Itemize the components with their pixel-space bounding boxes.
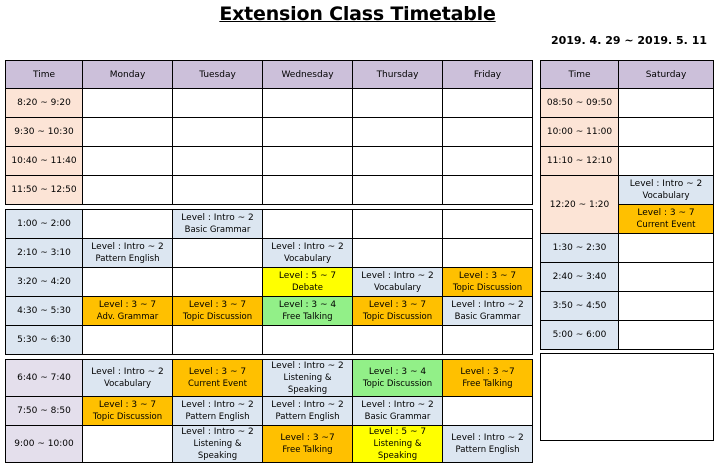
time-slot: 9:00 ~ 10:00 [6, 426, 83, 463]
class-subject: Pattern English [455, 445, 520, 455]
class-level: Level : Intro ~ 2 [181, 400, 254, 410]
class-cell [353, 176, 443, 205]
class-cell [173, 426, 263, 463]
class-cell [83, 176, 173, 205]
class-level: Level : Intro ~ 2 [271, 242, 344, 252]
table-row [541, 263, 714, 292]
class-level: Level : 3 ~7 [280, 433, 335, 443]
class-level: Level : Intro ~ 2 [361, 271, 434, 281]
class-level: Level : 3 ~ 4 [278, 300, 337, 310]
class-cell [173, 239, 263, 268]
class-cell [619, 292, 714, 321]
class-cell [443, 118, 533, 147]
class-level: Level : 3 ~ 7 [98, 300, 157, 310]
time-slot: 08:50 ~ 09:50 [541, 89, 619, 118]
class-subject: Listening & Speaking [283, 373, 332, 395]
time-slot: 11:50 ~ 12:50 [6, 176, 83, 205]
class-cell [263, 426, 353, 463]
class-subject: Vocabulary [103, 379, 152, 389]
class-cell [83, 239, 173, 268]
class-cell [263, 268, 353, 297]
class-cell [263, 239, 353, 268]
class-cell [619, 147, 714, 176]
time-slot: 1:30 ~ 2:30 [541, 234, 619, 263]
class-cell [443, 147, 533, 176]
table-row [541, 147, 714, 176]
empty-cell [541, 354, 714, 441]
class-cell [443, 326, 533, 355]
class-cell [443, 268, 533, 297]
table-row [6, 297, 533, 326]
class-subject: Topic Discussion [362, 312, 433, 322]
class-cell [263, 89, 353, 118]
class-level: Level : Intro ~ 2 [181, 213, 254, 223]
class-level: Level : 5 ~ 7 [278, 271, 337, 281]
class-cell [443, 360, 533, 397]
date-range: 2019. 4. 29 ~ 2019. 5. 11 [550, 34, 707, 47]
class-level: Level : 3 ~ 7 [637, 208, 695, 218]
class-level: Level : Intro ~ 2 [629, 179, 703, 189]
class-level: Level : 3 ~ 7 [458, 271, 517, 281]
class-cell [173, 268, 263, 297]
table-row [6, 426, 533, 463]
table-row [6, 176, 533, 205]
weekday-timetable [5, 60, 533, 463]
empty-evening-box [541, 354, 714, 441]
class-cell [443, 397, 533, 426]
class-cell [443, 176, 533, 205]
class-cell [353, 397, 443, 426]
table-row [541, 176, 714, 205]
table-row [6, 239, 533, 268]
class-cell [443, 89, 533, 118]
page-title: Extension Class Timetable [219, 3, 496, 25]
header-time: Time [6, 61, 83, 89]
class-level: Level : Intro ~ 2 [361, 400, 434, 410]
table-row [541, 89, 714, 118]
class-subject: Pattern English [275, 412, 340, 422]
time-slot: 5:30 ~ 6:30 [6, 326, 83, 355]
class-level: Level : 3 ~7 [460, 367, 515, 377]
table-row [6, 397, 533, 426]
class-cell [353, 297, 443, 326]
header-friday: Friday [443, 61, 533, 89]
class-level: Level : 3 ~ 7 [188, 367, 247, 377]
class-subject: Basic Grammar [364, 412, 431, 422]
class-level: Level : Intro ~ 2 [271, 361, 344, 371]
time-slot: 4:30 ~ 5:30 [6, 297, 83, 326]
header-monday: Monday [83, 61, 173, 89]
class-level: Level : 5 ~ 7 [368, 427, 427, 437]
table-row [6, 326, 533, 355]
class-cell [619, 89, 714, 118]
class-level: Level : 3 ~ 7 [98, 400, 157, 410]
class-cell [619, 118, 714, 147]
class-cell [173, 297, 263, 326]
class-subject: Basic Grammar [184, 225, 251, 235]
time-slot: 11:10 ~ 12:10 [541, 147, 619, 176]
class-cell [173, 89, 263, 118]
class-cell [173, 210, 263, 239]
class-subject: Vocabulary [283, 254, 332, 264]
class-cell [353, 360, 443, 397]
class-subject: Pattern English [185, 412, 250, 422]
class-cell [173, 397, 263, 426]
table-row [6, 89, 533, 118]
class-cell [263, 118, 353, 147]
class-cell [353, 268, 443, 297]
class-level: Level : 3 ~ 4 [368, 367, 427, 377]
time-slot: 7:50 ~ 8:50 [6, 397, 83, 426]
table-row [541, 118, 714, 147]
table-row [6, 268, 533, 297]
class-cell [353, 147, 443, 176]
class-subject: Topic Discussion [452, 283, 523, 293]
class-cell [263, 147, 353, 176]
class-cell [173, 176, 263, 205]
time-slot: 9:30 ~ 10:30 [6, 118, 83, 147]
time-slot: 1:00 ~ 2:00 [6, 210, 83, 239]
time-slot: 2:10 ~ 3:10 [6, 239, 83, 268]
class-cell [263, 397, 353, 426]
class-level: Level : 3 ~ 7 [368, 300, 427, 310]
class-cell [353, 118, 443, 147]
time-slot: 5:00 ~ 6:00 [541, 321, 619, 350]
class-cell [619, 205, 714, 234]
class-cell [353, 210, 443, 239]
class-cell [619, 321, 714, 350]
class-subject: Free Talking [282, 312, 333, 322]
class-level: Level : 3 ~ 7 [188, 300, 247, 310]
class-level: Level : Intro ~ 2 [271, 400, 344, 410]
class-subject: Adv. Grammar [96, 312, 159, 322]
class-subject: Topic Discussion [362, 379, 433, 389]
table-row [541, 234, 714, 263]
class-subject: Current Event [188, 379, 247, 389]
class-subject: Debate [292, 283, 323, 293]
class-subject: Topic Discussion [182, 312, 253, 322]
header-wednesday: Wednesday [263, 61, 353, 89]
class-subject: Pattern English [95, 254, 160, 264]
class-cell [263, 360, 353, 397]
class-cell [173, 360, 263, 397]
class-level: Level : Intro ~ 2 [91, 242, 164, 252]
class-cell [353, 426, 443, 463]
table-row [6, 360, 533, 397]
class-subject: Current Event [636, 220, 696, 230]
class-subject: Vocabulary [373, 283, 422, 293]
header-saturday: Saturday [619, 61, 714, 89]
time-slot: 10:00 ~ 11:00 [541, 118, 619, 147]
class-subject: Listening & Speaking [193, 439, 242, 461]
class-cell [83, 210, 173, 239]
class-level: Level : Intro ~ 2 [91, 367, 164, 377]
class-subject: Vocabulary [642, 191, 690, 201]
time-slot: 10:40 ~ 11:40 [6, 147, 83, 176]
class-cell [443, 239, 533, 268]
class-cell [83, 397, 173, 426]
class-subject: Free Talking [462, 379, 513, 389]
class-cell [83, 89, 173, 118]
table-row [541, 321, 714, 350]
class-cell [263, 326, 353, 355]
saturday-timetable [540, 60, 714, 441]
class-cell [173, 147, 263, 176]
time-slot: 3:50 ~ 4:50 [541, 292, 619, 321]
class-cell [443, 297, 533, 326]
table-row [6, 118, 533, 147]
class-cell [83, 268, 173, 297]
class-cell [263, 297, 353, 326]
header-tuesday: Tuesday [173, 61, 263, 89]
class-cell [83, 326, 173, 355]
class-cell [263, 176, 353, 205]
header-row [541, 61, 714, 89]
class-subject: Basic Grammar [454, 312, 521, 322]
table-row [6, 147, 533, 176]
class-cell [353, 89, 443, 118]
class-subject: Free Talking [282, 445, 333, 455]
class-cell [173, 326, 263, 355]
class-cell [83, 147, 173, 176]
class-cell [173, 118, 263, 147]
class-subject: Topic Discussion [92, 412, 163, 422]
class-cell [83, 118, 173, 147]
class-cell [83, 426, 173, 463]
class-cell [619, 263, 714, 292]
class-subject: Listening & Speaking [373, 439, 422, 461]
time-slot: 3:20 ~ 4:20 [6, 268, 83, 297]
class-cell [353, 239, 443, 268]
table-row [541, 292, 714, 321]
class-cell [443, 210, 533, 239]
table-row [6, 210, 533, 239]
class-cell [443, 426, 533, 463]
time-slot: 6:40 ~ 7:40 [6, 360, 83, 397]
class-cell [619, 176, 714, 205]
class-cell [263, 210, 353, 239]
class-level: Level : Intro ~ 2 [451, 433, 524, 443]
time-slot: 8:20 ~ 9:20 [6, 89, 83, 118]
time-slot: 12:20 ~ 1:20 [541, 176, 619, 234]
class-cell [353, 326, 443, 355]
class-cell [83, 360, 173, 397]
time-slot: 2:40 ~ 3:40 [541, 263, 619, 292]
class-level: Level : Intro ~ 2 [451, 300, 524, 310]
header-thursday: Thursday [353, 61, 443, 89]
header-time: Time [541, 61, 619, 89]
class-cell [619, 234, 714, 263]
header-row [6, 61, 533, 89]
class-level: Level : Intro ~ 2 [181, 427, 254, 437]
class-cell [83, 297, 173, 326]
